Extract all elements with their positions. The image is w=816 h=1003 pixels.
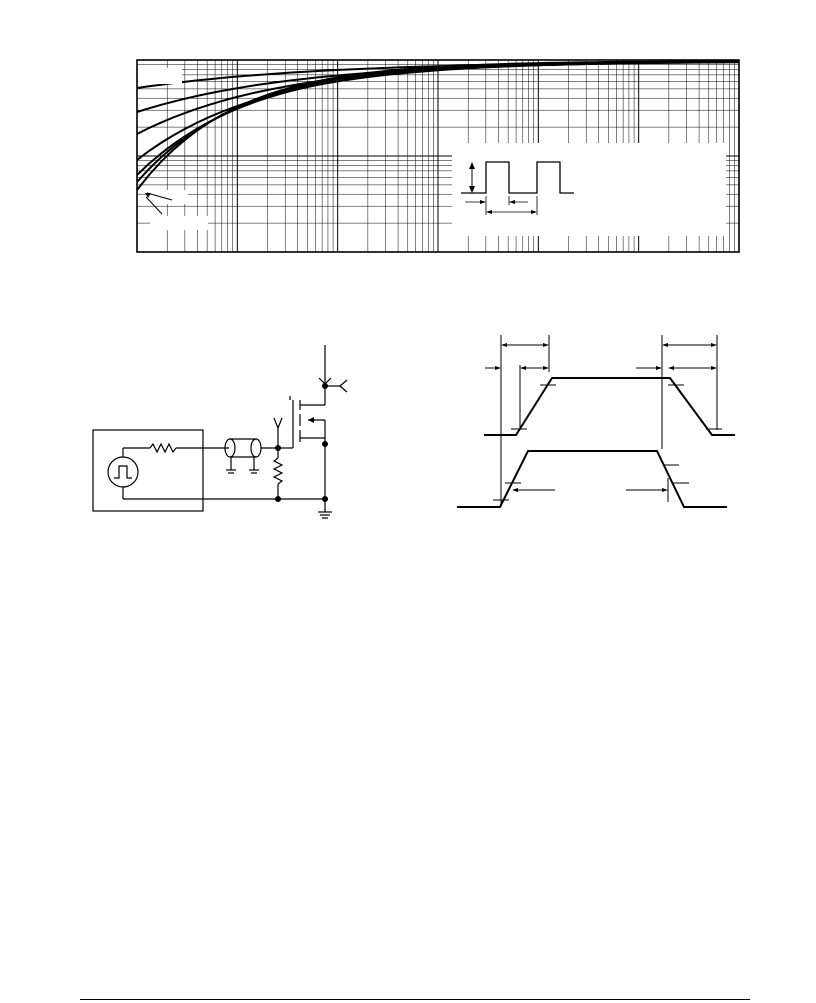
arrow-5 [495, 366, 501, 370]
arrow-9 [668, 366, 674, 370]
arrow-10 [711, 366, 717, 370]
output-waveform [484, 378, 735, 435]
arrow-11 [512, 488, 518, 492]
arrow-2 [543, 343, 549, 347]
footer-rule [80, 999, 750, 1000]
arrow-6 [520, 366, 526, 370]
arrow-4 [711, 343, 717, 347]
arrow-1 [501, 343, 507, 347]
arrow-3 [662, 343, 668, 347]
arrow-12 [662, 488, 668, 492]
arrow-7 [543, 366, 549, 370]
arrow-8 [656, 366, 662, 370]
input-waveform [457, 451, 727, 507]
